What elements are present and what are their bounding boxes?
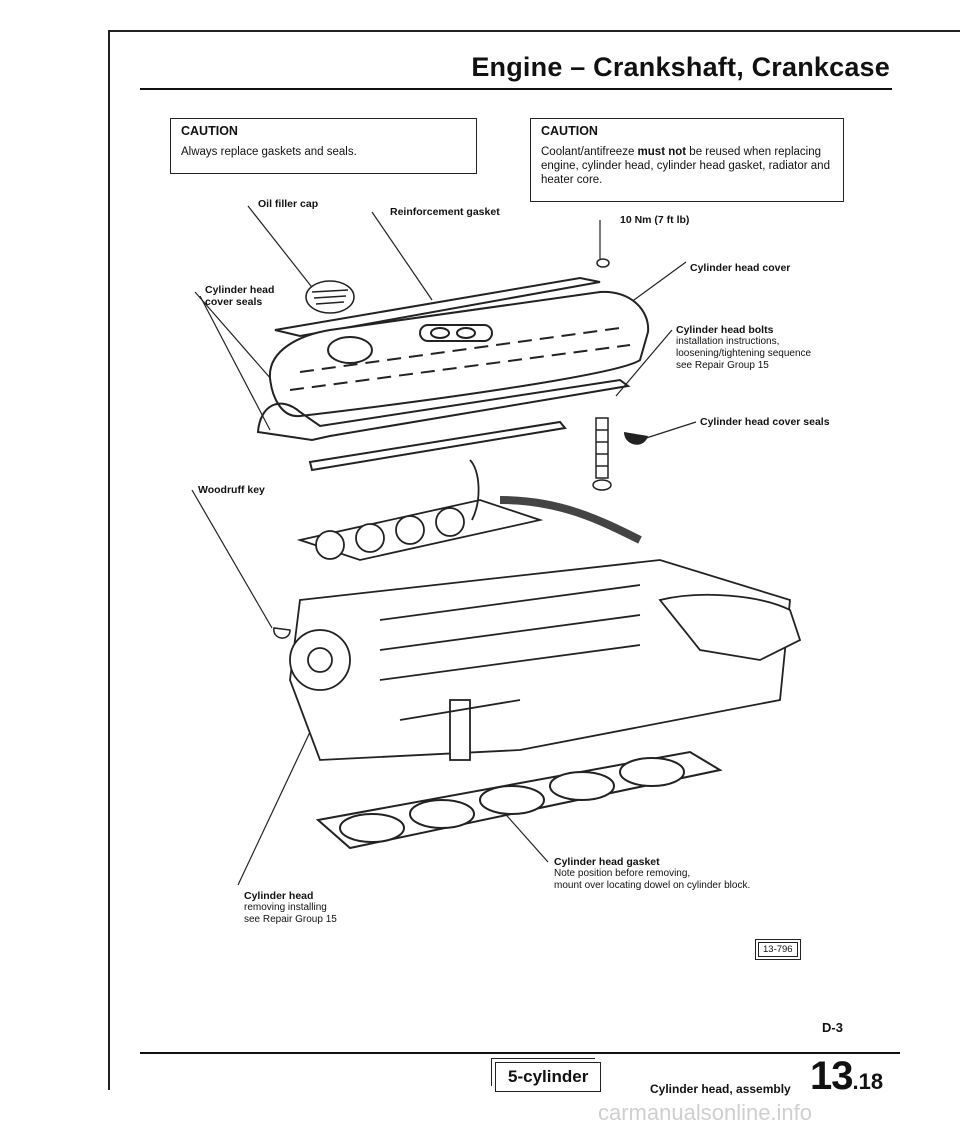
section-number — [810, 1056, 883, 1102]
footer-rule — [140, 1052, 900, 1054]
caution-right-pre: Coolant/antifreeze — [541, 146, 638, 158]
callout-head-bolts-note1: installation instructions, — [676, 336, 780, 347]
callout-head-bolts — [676, 324, 811, 372]
cylinder-head-gasket-drawing — [318, 752, 720, 848]
callout-cylinder-head-note1: removing installing — [244, 902, 327, 913]
section-number-sub: .18 — [852, 1069, 884, 1094]
callout-head-cover-seals-left-line1: Cylinder head — [205, 284, 275, 296]
callout-woodruff-key-label: Woodruff key — [198, 484, 265, 496]
callout-cylinder-head-note2: see Repair Group 15 — [244, 914, 337, 925]
callout-oil-filler-cap-label: Oil filler cap — [258, 198, 319, 210]
callout-torque — [620, 214, 689, 227]
callout-head-cover-label: Cylinder head cover — [690, 262, 791, 274]
callout-oil-filler-cap — [258, 198, 318, 211]
callout-head-bolts-note2: loosening/tightening sequence — [676, 348, 812, 359]
callout-head-cover-seals-left-line2: cover seals — [205, 296, 263, 308]
caution-right-heading: CAUTION — [541, 124, 598, 138]
callout-head-cover-seals-left — [205, 284, 274, 308]
oil-filler-cap-drawing — [306, 281, 354, 313]
cylinder-head-drawing — [290, 460, 800, 760]
callout-head-cover-seals-right — [700, 416, 830, 429]
engine-variant-badge: 5-cylinder — [495, 1062, 601, 1092]
callout-head-gasket-note1: Note position before removing, — [554, 868, 691, 879]
figure-reference: 13-796 — [758, 942, 798, 957]
section-number-main: 13 — [810, 1054, 853, 1098]
callout-woodruff-key — [198, 484, 265, 497]
caution-right-post: be reused when replacing engine, cylinder head, cylinder head gasket, radiator and heater core. — [541, 146, 830, 186]
page-title: Engine – Crankshaft, Crankcase — [471, 52, 890, 82]
callout-torque-label: 10 Nm (7 ft lb) — [620, 214, 690, 226]
callout-cylinder-head-label: Cylinder head — [244, 890, 314, 902]
callout-head-gasket-label: Cylinder head gasket — [554, 856, 660, 868]
callout-head-gasket-note2: mount over locating dowel on cylinder block. — [554, 880, 751, 891]
watermark: carmanualsonline.info — [598, 1100, 813, 1125]
callout-head-bolts-note3: see Repair Group 15 — [676, 360, 769, 371]
caution-right-emphasis: must not — [637, 146, 687, 158]
caution-left-text: Always replace gaskets and seals. — [181, 146, 357, 158]
callout-cylinder-head — [244, 890, 337, 926]
callout-head-bolts-label: Cylinder head bolts — [676, 324, 774, 336]
callout-reinforcement-gasket — [390, 206, 500, 219]
caution-left-heading: CAUTION — [181, 124, 238, 138]
callout-head-cover-seals-right-label: Cylinder head cover seals — [700, 416, 830, 428]
callout-head-gasket — [554, 856, 750, 892]
callout-head-cover — [690, 262, 790, 275]
callout-reinforcement-gasket-label: Reinforcement gasket — [390, 206, 500, 218]
page-number: D-3 — [822, 1020, 843, 1035]
footer-section-label: Cylinder head, assembly — [650, 1082, 791, 1096]
